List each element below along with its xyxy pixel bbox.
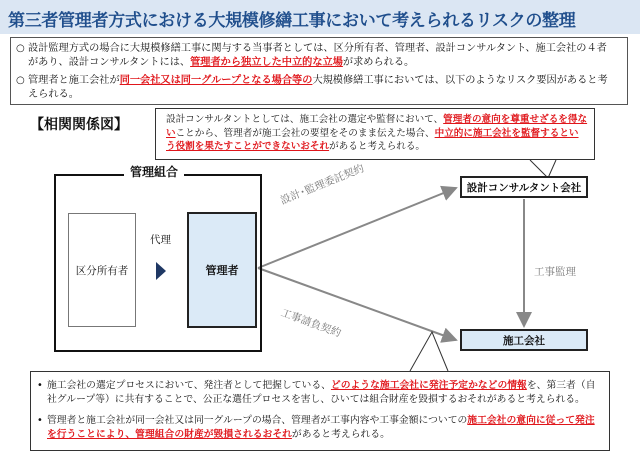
- arrow-right-icon: [156, 262, 166, 280]
- emphasis-text: 管理者の意向を尊重せざるを得ない: [166, 114, 588, 139]
- section-label: 【相関関係図】: [30, 117, 128, 133]
- line-to-seko: [258, 268, 456, 340]
- bullet-mark: •: [37, 415, 43, 426]
- emphasis-text: 施工会社の意向に従って発注を行うことにより、管理組合の財産が毀損されるおそれ: [47, 415, 595, 440]
- emphasis-text: 中立的に施工会社を監督するという役割を果たすことができないおそれ: [166, 127, 579, 152]
- risk-bullet-2: [37, 414, 602, 441]
- risk-bullet-1: [37, 379, 602, 406]
- supervision-label: 工事監理: [534, 266, 576, 278]
- emphasis-text: 管理者から独立した中立的な立場: [190, 57, 343, 68]
- body-text: があると考えられる。: [329, 141, 426, 152]
- callout-risk-consultant: [155, 108, 595, 160]
- contract-label-design: 設計･監理委託契約: [278, 162, 366, 207]
- callout-text: [166, 114, 587, 152]
- body-text: 管理者と施工会社が同一会社又は同一グループの場合、管理者が工事内容や工事金額についての: [47, 415, 468, 426]
- kanri-kumiai-label: 管理組合: [124, 163, 184, 180]
- body-text: 施工会社の選定プロセスにおいて、発注者として把握している、: [47, 380, 331, 391]
- risk-bullet-text: [47, 415, 595, 440]
- consultant-box: 設計コンサルタント会社: [460, 176, 588, 198]
- kubun-shoyusha-box: 区分所有者: [68, 213, 136, 327]
- risk-box: [30, 371, 610, 451]
- risk-bullet-text: [47, 380, 595, 405]
- body-text: が求められる。: [342, 57, 415, 68]
- emphasis-text: どのような施工会社に発注予定かなどの情報: [330, 380, 527, 391]
- body-text: ことから、管理者が施工会社の要望をそのまま伝えた場合、: [175, 127, 435, 139]
- body-text: を、第三者（自社グループ等）に共有することで、公正な選任プロセスを害し、ひいては組合財産を毀損するおそれがあると考えられる。: [47, 380, 596, 405]
- kanrisha-box: 管理者: [187, 212, 257, 328]
- bullet-mark: ○: [16, 43, 25, 54]
- body-text: があると考えられる。: [291, 428, 390, 440]
- seko-kaisha-box: 施工会社: [460, 329, 588, 351]
- dairi-label: 代理: [150, 234, 171, 246]
- bottom-pointer: [410, 332, 448, 371]
- bullet-mark: •: [37, 380, 43, 391]
- page-title: 第三者管理者方式における大規模修繕工事において考えられるリスクの整理: [8, 11, 576, 31]
- bullet-mark: ○: [16, 75, 25, 86]
- body-text: 設計監理方式の場合に大規模修繕工事に関与する当事者としては、区分所有者、管理者、設計コンサルタント、施工会社の４者があり、設計コンサルタントには、: [28, 43, 607, 68]
- body-text: 大規模修繕工事においては、以下のようなリスク要因があると考えられる。: [28, 75, 608, 100]
- body-text: 設計コンサルタントとしては、施工会社の選定や監督において、: [166, 114, 444, 125]
- body-text: 管理者と施工会社が: [28, 75, 120, 86]
- contract-label-construction: 工事請負契約: [279, 306, 343, 340]
- emphasis-text: 同一会社又は同一グループとなる場合等の: [119, 75, 313, 86]
